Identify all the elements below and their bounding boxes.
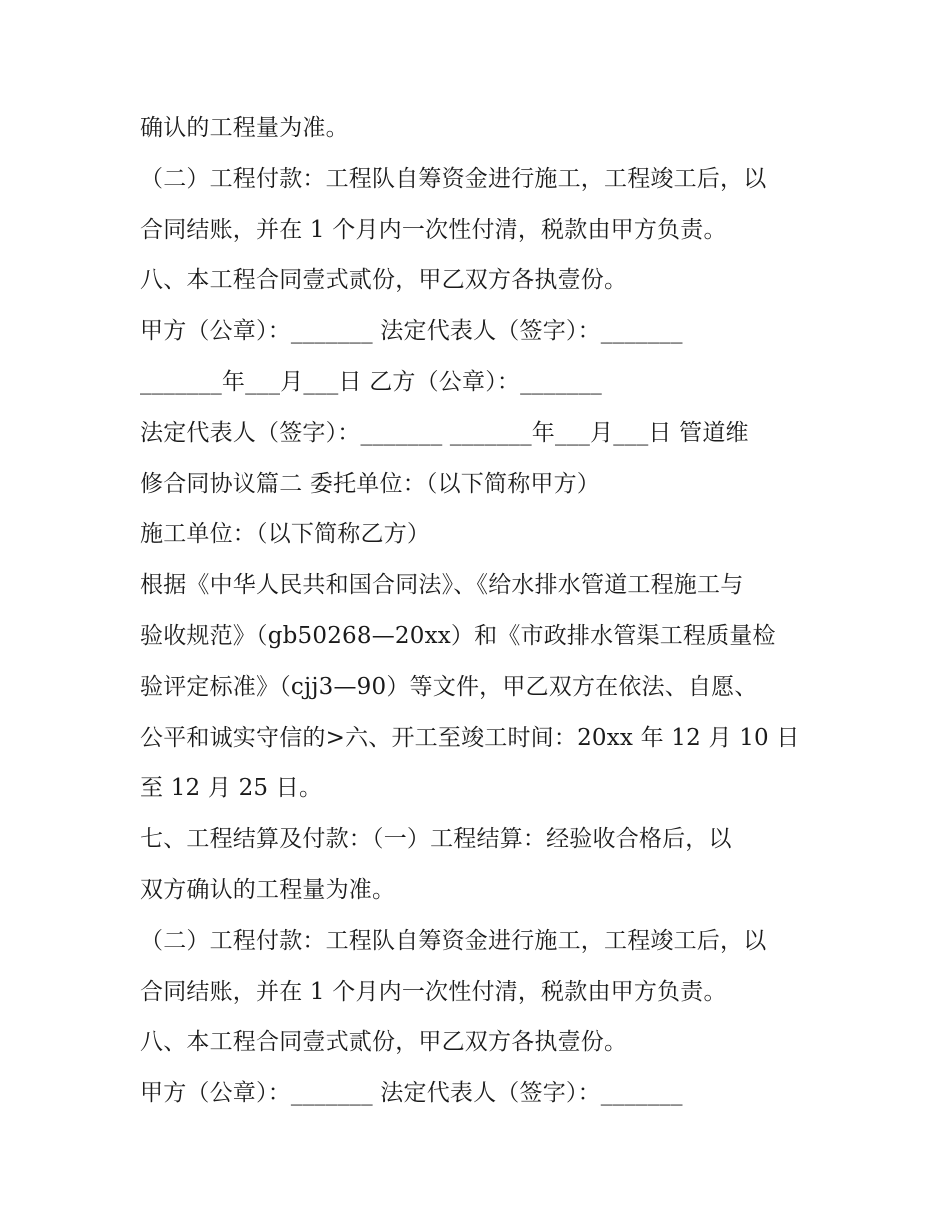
text-line: 八、本工程合同壹式贰份，甲乙双方各执壹份。 [140, 267, 628, 294]
section-heading-line: 修合同协议篇二 委托单位：（以下简称甲方） [140, 470, 601, 497]
document-body [140, 103, 820, 1119]
signature-line: 法定代表人（签字）：_______ _______年___月___日 管道维 [140, 419, 749, 446]
signature-line: 甲方（公章）：_______ 法定代表人（签字）：_______ [140, 318, 683, 345]
text-line: 验评定标准》（cjj3—90）等文件，甲乙双方在依法、自愿、 [140, 673, 758, 700]
text-line: 验收规范》（gb50268—20xx）和《市政排水管渠工程质量检 [140, 622, 776, 649]
text-line: 根据《中华人民共和国合同法》、《给水排水管道工程施工与 [140, 572, 744, 599]
signature-line: _______年___月___日 乙方（公章）：_______ [140, 368, 603, 395]
signature-line: 甲方（公章）：_______ 法定代表人（签字）：_______ [140, 1080, 683, 1107]
text-line: 施工单位：（以下简称乙方） [140, 521, 431, 548]
text-line: 至 12 月 25 日。 [140, 775, 323, 802]
text-line: 确认的工程量为准。 [140, 115, 349, 141]
text-line: （二）工程付款：工程队自筹资金进行施工，工程竣工后，以 [140, 165, 767, 192]
text-line: 合同结账，并在 1 个月内一次性付清，税款由甲方负责。 [140, 978, 727, 1005]
text-line: 双方确认的工程量为准。 [140, 876, 396, 903]
text-line: 七、工程结算及付款：（一）工程结算：经验收合格后，以 [140, 826, 732, 853]
text-line: 合同结账，并在 1 个月内一次性付清，税款由甲方负责。 [140, 216, 727, 243]
text-line: （二）工程付款：工程队自筹资金进行施工，工程竣工后，以 [140, 927, 767, 954]
text-line: 公平和诚实守信的>六、开工至竣工时间：20xx 年 12 月 10 日 [140, 724, 800, 751]
text-line: 八、本工程合同壹式贰份，甲乙双方各执壹份。 [140, 1029, 628, 1056]
